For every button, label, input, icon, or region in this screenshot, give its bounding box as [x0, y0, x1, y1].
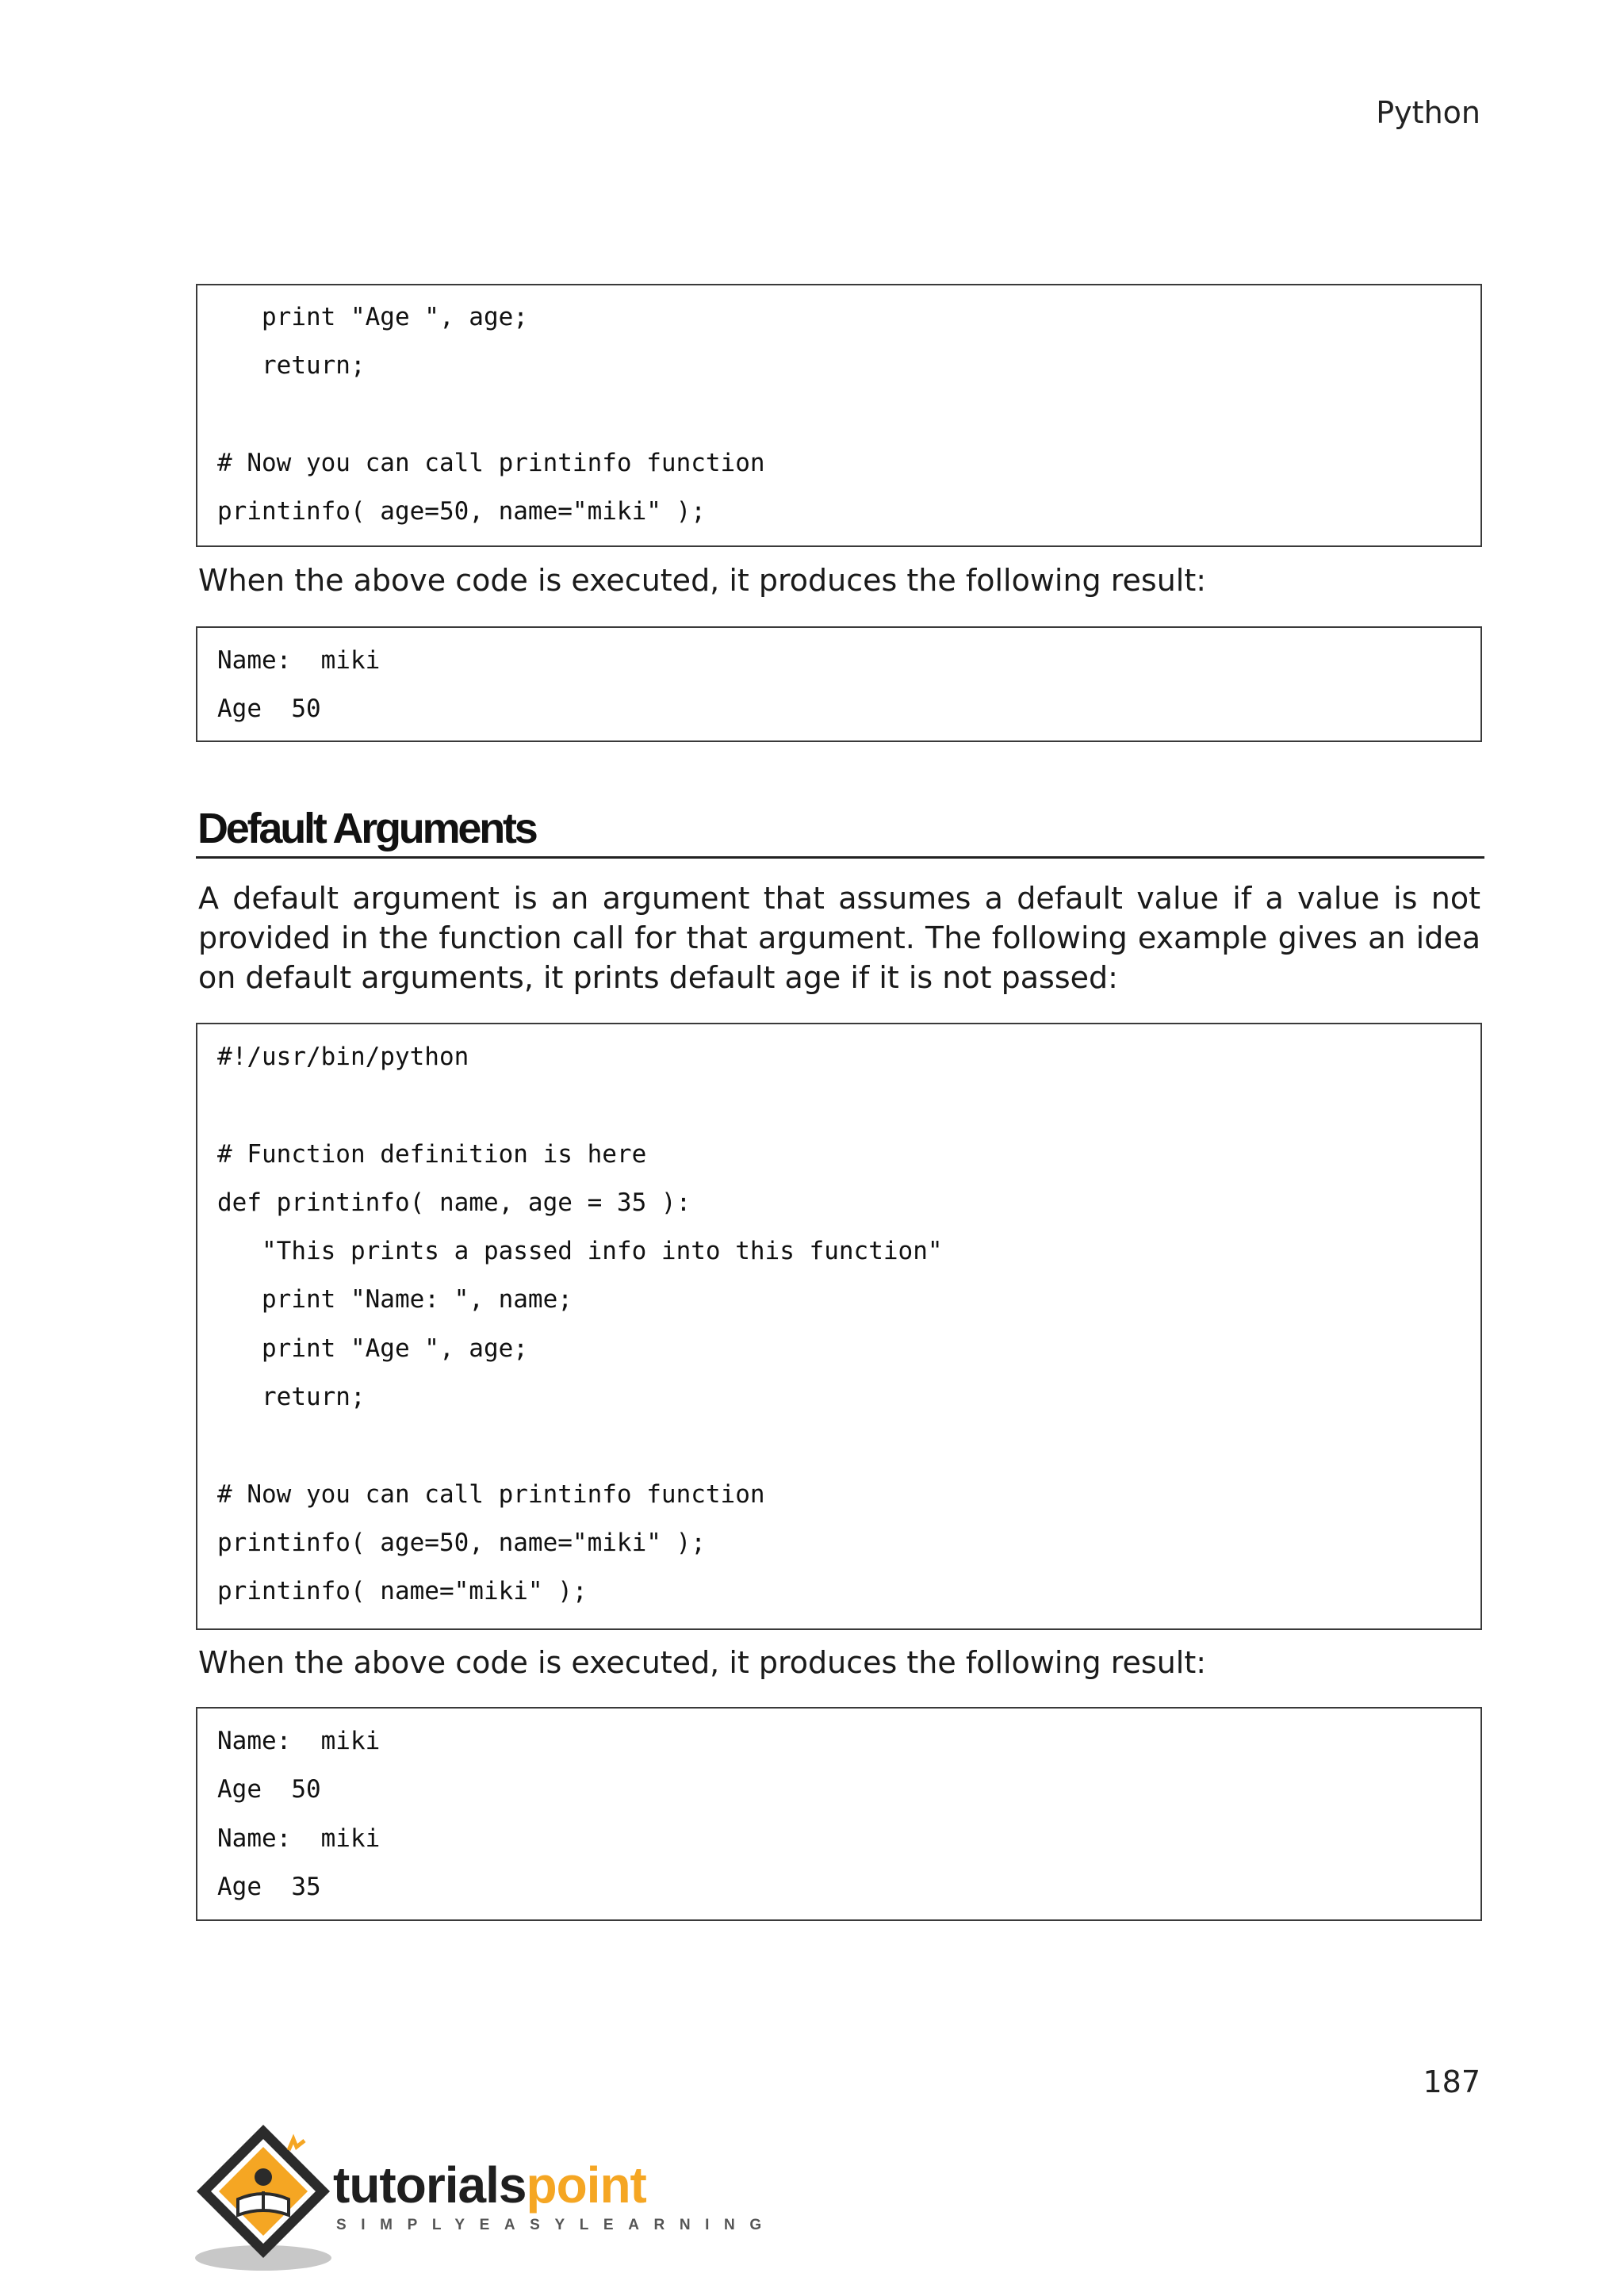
output-block	[196, 1707, 1482, 1921]
result-intro: When the above code is executed, it produces the following result:	[198, 1645, 1207, 1680]
section-paragraph: A default argument is an argument that assumes a default value if a value is not provided in the function call for that argument. The following example gives an idea on default arguments, it prints default age if it is not passed:	[198, 881, 1480, 995]
logo-wordmark	[333, 2156, 646, 2214]
running-header: Python	[1376, 95, 1480, 130]
output-text: Name: miki Age 50	[217, 646, 381, 724]
code-block-continued	[196, 284, 1482, 547]
code-text: #!/usr/bin/python # Function definition is here def printinfo( name, age = 35 ): "This prints a passed info into this function" print "Name: ", name; print "Age ", age; return; # Now you can call printinfo function printinfo( age=50, name="miki" ); printinfo( name="miki" );	[217, 1043, 943, 1606]
logo-emblem-icon	[193, 2118, 336, 2274]
output-text: Name: miki Age 50 Name: miki Age 35	[217, 1727, 381, 1901]
tutorialspoint-logo	[193, 2118, 776, 2274]
logo-tagline: SIMPLYEASYLEARNING	[336, 2217, 776, 2233]
result-intro: When the above code is executed, it produces the following result:	[198, 563, 1207, 598]
output-block	[196, 626, 1482, 742]
code-block-example	[196, 1023, 1482, 1630]
page-number: 187	[1423, 2064, 1480, 2099]
logo-word-accent: point	[526, 2156, 646, 2214]
code-text: print "Age ", age; return; # Now you can call printinfo function printinfo( age=50, name="miki" );	[217, 303, 765, 526]
section-title: Default Arguments	[197, 805, 536, 852]
logo-word-dark: tutorials	[333, 2156, 527, 2214]
section-divider	[196, 856, 1484, 859]
